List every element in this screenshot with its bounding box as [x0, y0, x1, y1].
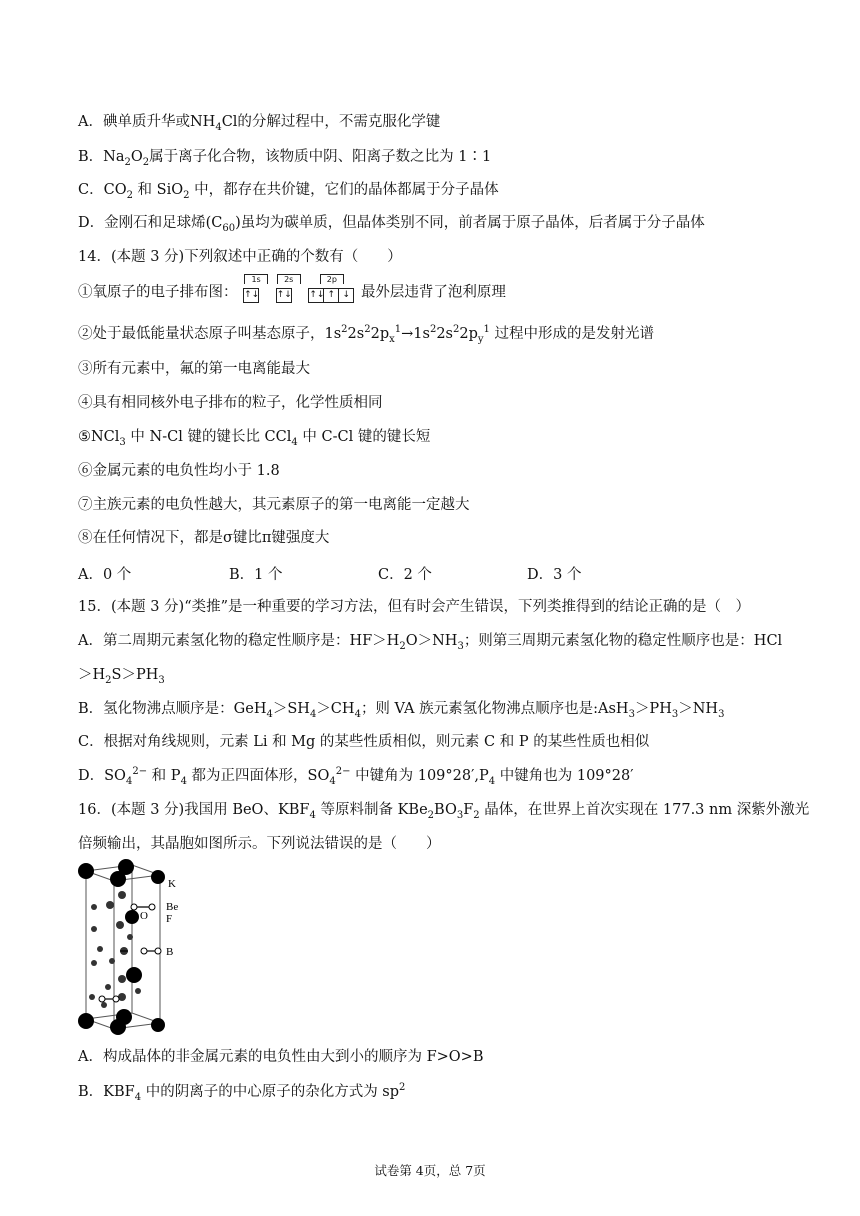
q13-option-c: C．$CO_2$ 和 SiO$_2$ 中，都存在共价键，它们的晶体都属于分子晶体: [78, 182, 499, 201]
orbital-2p: 2p ↑↓ ↑ ↓: [309, 274, 354, 303]
q15-stem: 15．(本题 3 分)“类推”是一种重要的学习方法，但有时会产生错误，下列类推得到的结论正确的是（ ）: [78, 599, 751, 615]
q15-option-b: B．氢化物沸点顺序是：$GeH_4>SH_4>CH_4$；则 VA 族元素氢化物沸点顺序也是$:AsH_3>PH_3>NH_3$: [78, 701, 725, 720]
label-o: O: [140, 910, 148, 922]
q15-option-a-line1: A．第二周期元素氢化物的稳定性顺序是：$HF>H_2O>NH_3$；则第三周期元素氢化物的稳定性顺序也是：HCl: [78, 633, 783, 652]
q16-option-b: B．$KBF_4$ 中的阴离子的中心原子的杂化方式为 $sp^2$: [78, 1082, 406, 1103]
crystal-cell-figure: [72, 857, 192, 1039]
k-atoms: [78, 859, 165, 1035]
q14-item-6: ⑥金属元素的电负性均小于 1.8: [78, 463, 280, 479]
q13-option-a: A．碘单质升华或$NH_4Cl$的分解过程中，不需克服化学键: [78, 114, 441, 133]
q14-option-c[interactable]: C．2 个: [378, 567, 432, 583]
q13-option-d: D．金刚石和足球烯$(C_{60})$虽均为碳单质，但晶体类别不同，前者属于原子晶体，后者属于分子晶体: [78, 215, 705, 234]
label-be: Be: [166, 901, 179, 913]
q15-option-d: D．$SO_4^{2-}$ 和 $P_4$ 都为正四面体形，$SO_4^{2-}$ 中键角为 $109^\circ 28',P_4$ 中键角也为 109°28′: [78, 766, 634, 787]
q16-stem-line2: 倍频输出，其晶胞如图所示。下列说法错误的是（ ）: [78, 836, 441, 852]
q14-option-b[interactable]: B．1 个: [229, 567, 283, 583]
q16-option-a: A．构成晶体的非金属元素的电负性由大到小的顺序为 F>O>B: [78, 1049, 484, 1065]
cell-edges: [86, 865, 160, 1029]
q15-option-a-line2: $>H_2S>PH_3$: [78, 667, 165, 686]
q16-stem-line1: 16．(本题 3 分)我国用 BeO、$KBF_4$ 等原料制备 $KBe_2BO_3F_2$ 晶体，在世界上首次实现在 177.3 nm 深紫外激光: [78, 802, 810, 821]
q14-options: [78, 563, 778, 583]
q14-stem: 14．(本题 3 分)下列叙述中正确的个数有（ ）: [78, 249, 402, 265]
q14-item-1: ①氧原子的电子排布图： 1s ↑↓ 2s ↑↓ 2p ↑↓ ↑ ↓ 最外层违背了泡利原理: [78, 282, 820, 312]
orbital-2s: 2s ↑↓: [277, 274, 301, 303]
q14-item-5: ⑤NCl$_3$ 中 N-Cl 键的键长比 CCl$_4$ 中 C-Cl 键的键长短: [78, 429, 431, 448]
q14-item-2: ②处于最低能量状态原子叫基态原子，$1s^22s^22p_x^1\to 1s^22s^22p_y^1$ 过程中形成的是发射光谱: [78, 324, 655, 345]
q14-option-d[interactable]: D．3 个: [527, 567, 582, 583]
q14-item-7: ⑦主族元素的电负性越大，其元素原子的第一电离能一定越大: [78, 497, 470, 513]
q14-item-4: ④具有相同核外电子排布的粒子，化学性质相同: [78, 395, 383, 411]
orbital-1s: 1s ↑↓: [244, 274, 268, 303]
q14-item-8: ⑧在任何情况下，都是σ键比π键强度大: [78, 530, 330, 546]
label-b: B: [166, 946, 174, 958]
page-footer: 试卷第 4页，总 7页: [374, 1163, 486, 1178]
q14-item-3: ③所有元素中，氟的第一电离能最大: [78, 361, 310, 377]
q15-option-c: C．根据对角线规则，元素 Li 和 Mg 的某些性质相似，则元素 C 和 P 的某些性质也相似: [78, 734, 650, 750]
label-f: F: [166, 913, 173, 925]
label-k: K: [168, 878, 176, 890]
q13-option-b: B．$Na_2O_2$属于离子化合物，该物质中阴、阳离子数之比为 1∶1: [78, 149, 492, 168]
q14-option-a[interactable]: A．0 个: [78, 567, 132, 583]
